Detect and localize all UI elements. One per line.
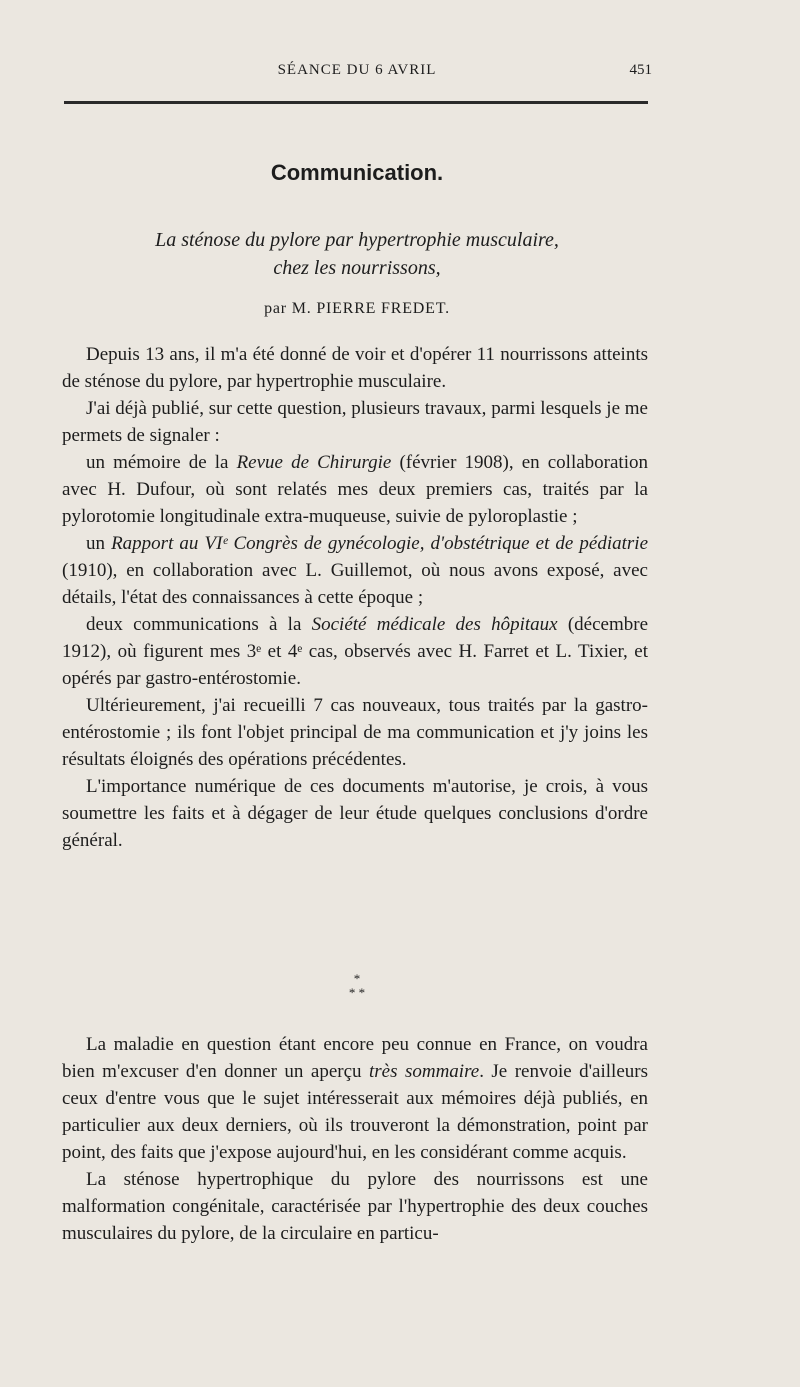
- emphasis-tres-sommaire: très sommaire: [368, 1061, 480, 1082]
- running-title: SÉANCE DU 6 AVRIL: [277, 62, 437, 78]
- article-title-line-1: La sténose du pylore par hypertrophie musculaire,: [155, 229, 559, 251]
- paragraph-7: L'importance numérique de ces documents m'autorise, je crois, à vous soumettre les faits et à dégager de leur étude quelques conclusions d'ordre général.: [62, 776, 648, 851]
- paragraph-3: [62, 449, 648, 530]
- paragraph-8-text-a: La maladie en question étant encore peu connue en France, on voudra bien m'excuser d'en donner un aperçu: [62, 1034, 648, 1082]
- body-text-block-1: [62, 341, 648, 854]
- paragraph-5: [62, 611, 648, 692]
- paragraph-4-text-c: (1910), en collaboration avec L. Guillemot, où nous avons exposé, avec détails, l'état des connaissances à cette époque ;: [62, 560, 648, 608]
- asterism-bottom-stars: * *: [348, 985, 366, 1000]
- journal-title-revue-de-chirurgie: Revue de Chirurgie: [236, 452, 392, 473]
- byline: par M. PIERRE FREDET.: [264, 300, 450, 317]
- paragraph-8: [62, 1031, 648, 1166]
- paragraph-9: La sténose hypertrophique du pylore des nourrissons est une malformation congénitale, caractérisée par l'hypertrophie des deux couches musculaires du pylore, de la circulaire en particu-: [62, 1169, 648, 1244]
- paragraph-5-text-a: deux communications à la: [86, 614, 312, 635]
- page-number: 451: [629, 62, 652, 78]
- paragraph-6: Ultérieurement, j'ai recueilli 7 cas nouveaux, tous traités par la gastro-entérostomie ; ils font l'objet principal de ma communication et j'y joins les résultats éloignés des opérations précédentes.: [62, 695, 648, 770]
- paragraph-4: [62, 530, 648, 611]
- article-title-line-2: chez les nourrissons,: [273, 257, 441, 279]
- paragraph-8-text-c: . Je renvoie d'ailleurs ceux d'entre vous que le sujet intéresserait aux mémoires déjà publiés, en particulier aux deux derniers, où ils trouveront la démonstration, point par point, des faits que j'expose aujourd'hui, en les considérant comme acquis.: [62, 1061, 648, 1163]
- section-title: Communication.: [270, 160, 444, 185]
- paragraph-3-text-c: (février 1908), en collaboration avec H. Dufour, où sont relatés mes deux premiers cas, traités par la pylorotomie longitudinale extra-muqueuse, suivie de pyloroplastie ;: [62, 452, 648, 527]
- paragraph-4-text-a: un: [86, 533, 112, 554]
- paragraph-2: J'ai déjà publié, sur cette question, plusieurs travaux, parmi lesquels je me permets de signaler :: [62, 398, 648, 446]
- paragraph-1: Depuis 13 ans, il m'a été donné de voir et d'opérer 11 nourrissons atteints de sténose du pylore, par hypertrophie musculaire.: [62, 344, 648, 392]
- paragraph-3-text-a: un mémoire de la: [86, 452, 237, 473]
- report-title-congres: Rapport au VIᵉ Congrès de gynécologie, d'obstétrique et de pédiatrie: [111, 533, 649, 554]
- header-rule: [64, 101, 648, 104]
- paragraph-5-text-c: (décembre 1912), où figurent mes 3ᵉ et 4ᵉ cas, observés avec H. Farret et L. Tixier, et opérés par gastro-entérostomie.: [62, 614, 648, 689]
- article-title: [62, 226, 652, 282]
- body-text-block-2: [62, 1031, 648, 1247]
- society-name: Société médicale des hôpitaux: [311, 614, 558, 635]
- asterism-top-star: *: [353, 971, 361, 986]
- running-head: [62, 62, 652, 86]
- asterism-divider: [62, 972, 652, 1000]
